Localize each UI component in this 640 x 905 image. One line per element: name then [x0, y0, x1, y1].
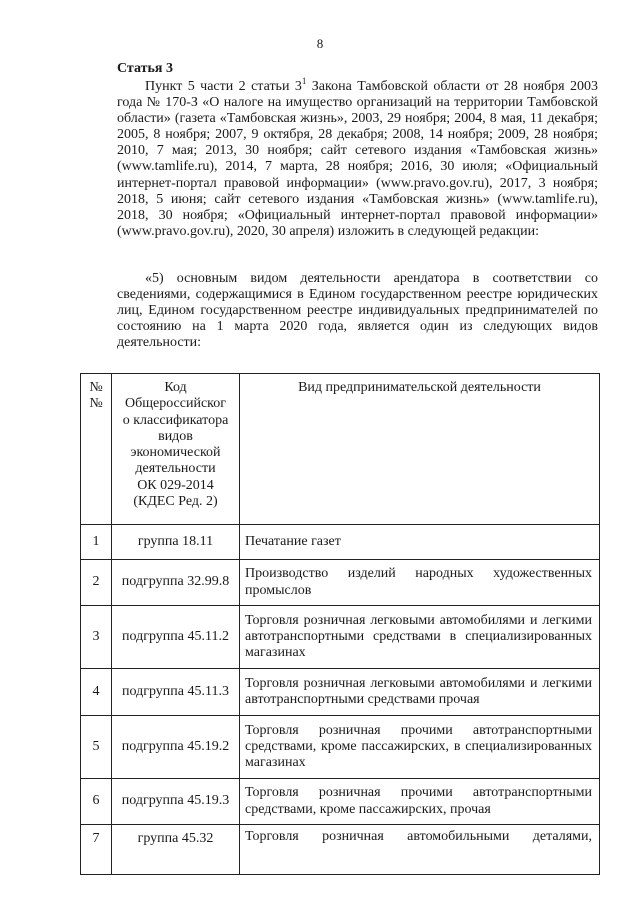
header-number: № № — [81, 374, 112, 525]
row-number: 4 — [81, 669, 112, 716]
row-activity: Печатание газет — [240, 525, 600, 560]
table-row — [81, 669, 600, 716]
header-code-line: Общероссийског — [124, 396, 227, 412]
row-code: подгруппа 45.19.3 — [112, 779, 240, 825]
row-activity: Торговля розничная прочими автотранспортными средствами, кроме пассажирских, прочая — [240, 779, 600, 825]
row-activity: Торговля розничная легковыми автомобилями и легкими автотранспортными средствами в специализированных магазинах — [240, 606, 600, 669]
table-row — [81, 779, 600, 825]
row-code: группа 18.11 — [112, 525, 240, 560]
row-number: 5 — [81, 716, 112, 779]
table-row — [81, 560, 600, 606]
row-number: 7 — [81, 825, 112, 875]
header-code-line: видов — [158, 428, 193, 444]
row-activity: Производство изделий народных художественных промыслов — [240, 560, 600, 606]
activity-codes-table — [80, 373, 600, 875]
header-code-line: ОК 029-2014 — [137, 477, 214, 493]
row-code: подгруппа 45.11.2 — [112, 606, 240, 669]
header-code-line: Код — [164, 380, 187, 395]
table-header-row — [81, 374, 600, 525]
row-number: 2 — [81, 560, 112, 606]
table-row — [81, 525, 600, 560]
amendment-text-rest: Закона Тамбовской области от 28 ноября 2003 года № 170-З «О налоге на имущество организаций на территории Тамбовской области» (газета «Тамбовская жизнь», 2003, 29 ноября; 2004, 8 мая, 11 декабря; 2005, 8 ноября; 2007, 9 октября, 28 декабря; 2008, 14 ноября; 2009, 28 ноября; 2010, 7 мая; 2013, 30 ноября; сайт сетевого издания «Тамбовская жизнь» (www.tamlife.ru), 2014, 7 марта, 28 ноября; 2016, 30 июля; «Официальный интернет-портал правовой информации» (www.pravo.gov.ru), 2017, 3 ноября; 2018, 5 июня; сайт сетевого издания «Тамбовская жизнь» (www.tamlife.ru), 2018, 30 ноября; «Официальный интернет-портал правовой информации» (www.pravo.gov.ru), 2020, 30 апреля) изложить в следующей редакции: — [117, 79, 598, 239]
clause-paragraph: «5) основным видом деятельности арендатора в соответствии со сведениями, содержащимися в Едином государственном реестре юридических лиц, Едином государственном реестре индивидуальных предпринимателей по состоянию на 1 марта 2020 года, является один из следующих видов деятельности: — [117, 271, 598, 351]
superscript-index: 1 — [301, 76, 307, 86]
header-code-line: деятельности — [135, 461, 216, 477]
row-activity: Торговля розничная легковыми автомобилями и легкими автотранспортными средствами прочая — [240, 669, 600, 716]
table-row — [81, 606, 600, 669]
row-number: 1 — [81, 525, 112, 560]
header-activity: Вид предпринимательской деятельности — [240, 374, 600, 525]
table-row — [81, 825, 600, 875]
header-code-line: (КДЕС Ред. 2) — [133, 494, 218, 510]
header-code-line: экономической — [130, 445, 221, 461]
table-row — [81, 716, 600, 779]
row-code: группа 45.32 — [112, 825, 240, 875]
row-activity: Торговля розничная прочими автотранспортными средствами, кроме пассажирских, в специализированных магазинах — [240, 716, 600, 779]
row-code: подгруппа 45.19.2 — [112, 716, 240, 779]
amendment-paragraph — [117, 76, 598, 240]
row-number: 3 — [81, 606, 112, 669]
row-code: подгруппа 32.99.8 — [112, 560, 240, 606]
row-activity: Торговля розничная автомобильными деталями, — [240, 825, 600, 875]
article-heading: Статья 3 — [117, 61, 173, 76]
header-code — [112, 374, 240, 525]
header-code-line: о классификатора — [122, 412, 229, 428]
row-number: 6 — [81, 779, 112, 825]
amendment-text-start: Пункт 5 части 2 статьи 3 — [145, 79, 302, 94]
row-code: подгруппа 45.11.3 — [112, 669, 240, 716]
page-number: 8 — [316, 36, 324, 51]
